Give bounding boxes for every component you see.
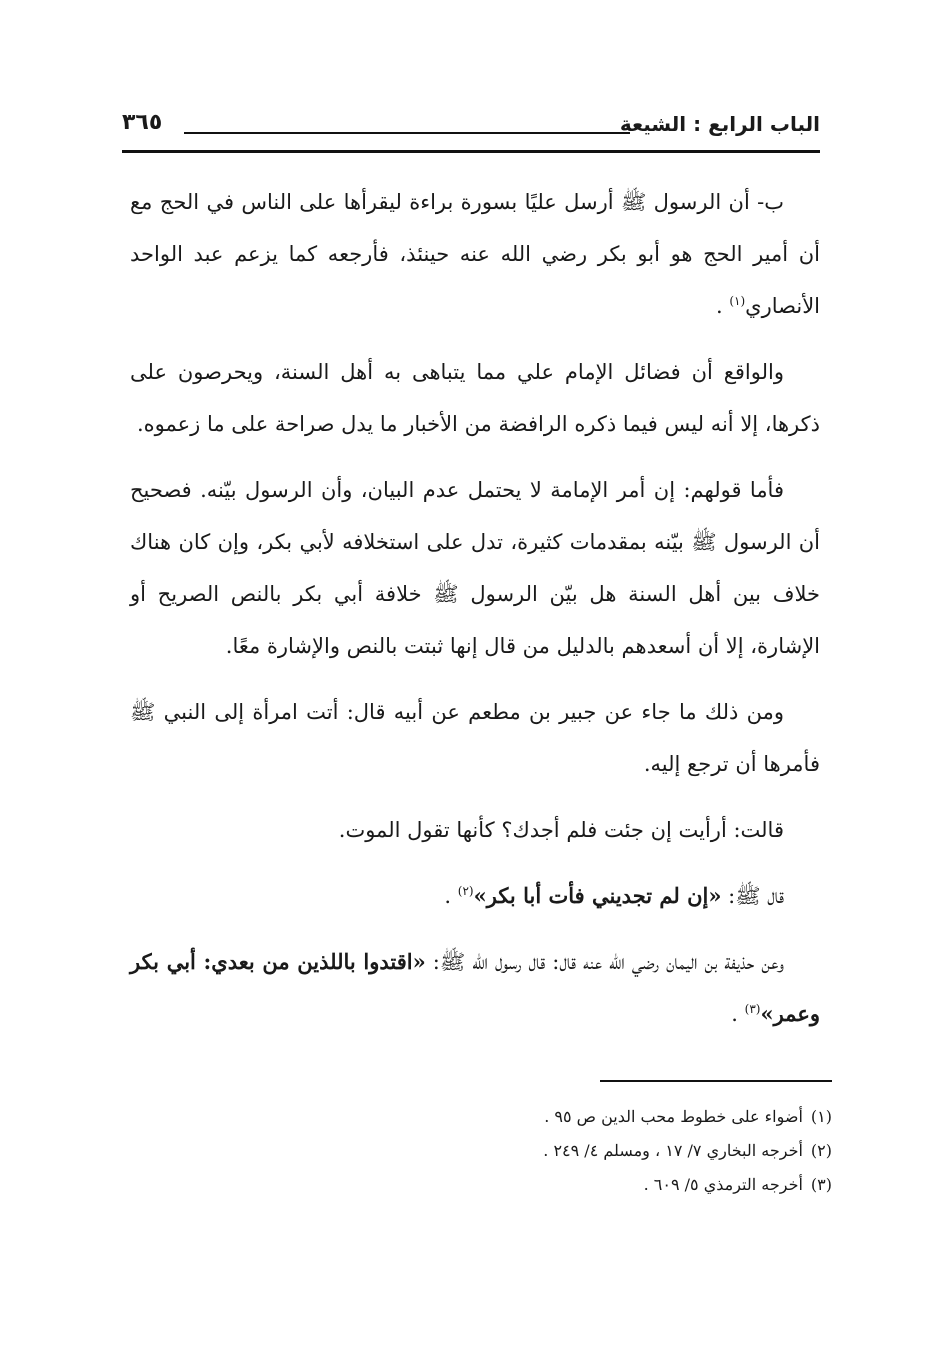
paragraph — [130, 176, 820, 332]
hadith-quote: «إن لم تجديني فأت أبا بكر» — [473, 883, 722, 908]
paragraph-text: والواقع أن فضائل الإمام علي مما يتباهى به أهل السنة، ويحرصون على ذكرها، إلا أنه ليس فيما ذكره الرافضة من الأخبار ما يدل صراحة على ما زعموه. — [130, 360, 820, 436]
chapter-title: الباب الرابع : الشيعة — [619, 112, 820, 136]
page-number: ٣٦٥ — [122, 110, 163, 135]
paragraph-text: . — [715, 294, 730, 318]
paragraph-text: . — [444, 884, 458, 908]
paragraph — [130, 686, 820, 790]
hadith-quote: «اقتدوا باللذين من بعدي: أبي بكر وعمر» — [130, 949, 820, 1026]
paragraph-text: قال ﷺ: — [721, 884, 784, 908]
footnote-reference: (٢) — [457, 884, 474, 898]
paragraph-text: ومن ذلك ما جاء عن جبير بن مطعم عن أبيه قال: أتت امرأة إلى النبي ﷺ فأمرها أن ترجع إليه. — [130, 700, 820, 776]
footnote-number: (٣) — [810, 1175, 832, 1194]
footnote-text: أخرجه الترمذي ٥/ ٦٠٩ . — [643, 1175, 803, 1194]
paragraph-text: وعن حذيفة بن اليمان رضي الله عنه قال: قال رسول الله ﷺ: — [425, 950, 784, 974]
footnote-number: (٢) — [810, 1141, 832, 1160]
footnote-reference: (٣) — [744, 1002, 761, 1016]
footnote-separator — [600, 1080, 832, 1082]
footnote-text: أضواء على خطوط محب الدين ص ٩٥ . — [544, 1107, 803, 1126]
paragraph — [130, 936, 820, 1040]
paragraph-text: ب- أن الرسول ﷺ أرسل عليًا بسورة براءة ليقرأها على الناس في الحج مع أن أمير الحج هو أبو بكر رضي الله عنه حينئذ، فأرجعه كما يزعم عبد الواحد الأنصاري — [130, 190, 820, 318]
main-text — [130, 176, 820, 1054]
paragraph — [130, 870, 820, 922]
paragraph — [130, 346, 820, 450]
header-bottom-rule — [122, 150, 820, 153]
footnote-item — [400, 1100, 832, 1134]
footnote-number: (١) — [810, 1107, 832, 1126]
paragraph — [130, 804, 820, 856]
paragraph — [130, 464, 820, 672]
paragraph-text: . — [731, 1002, 745, 1026]
footnotes — [400, 1100, 832, 1202]
footnote-item — [400, 1168, 832, 1202]
paragraph-text: فأما قولهم: إن أمر الإمامة لا يحتمل عدم البيان، وأن الرسول بيّنه. فصحيح أن الرسول ﷺ بيّنه بمقدمات كثيرة، تدل على استخلافه لأبي بكر، وإن كان هناك خلاف بين أهل السنة هل بيّن الرسول ﷺ خلافة أبي بكر بالنص الصريح أو الإشارة، إلا أن أسعدهم بالدليل من قال إنها ثبتت بالنص والإشارة معًا. — [130, 478, 821, 658]
header-divider-line — [184, 132, 630, 134]
footnote-text: أخرجه البخاري ٧/ ١٧ ، ومسلم ٤/ ٢٤٩ . — [543, 1141, 803, 1160]
paragraph-text: قالت: أرأيت إن جئت فلم أجدك؟ كأنها تقول الموت. — [338, 818, 784, 842]
footnote-reference: (١) — [729, 294, 746, 308]
running-header — [122, 108, 820, 148]
footnote-item — [400, 1134, 832, 1168]
